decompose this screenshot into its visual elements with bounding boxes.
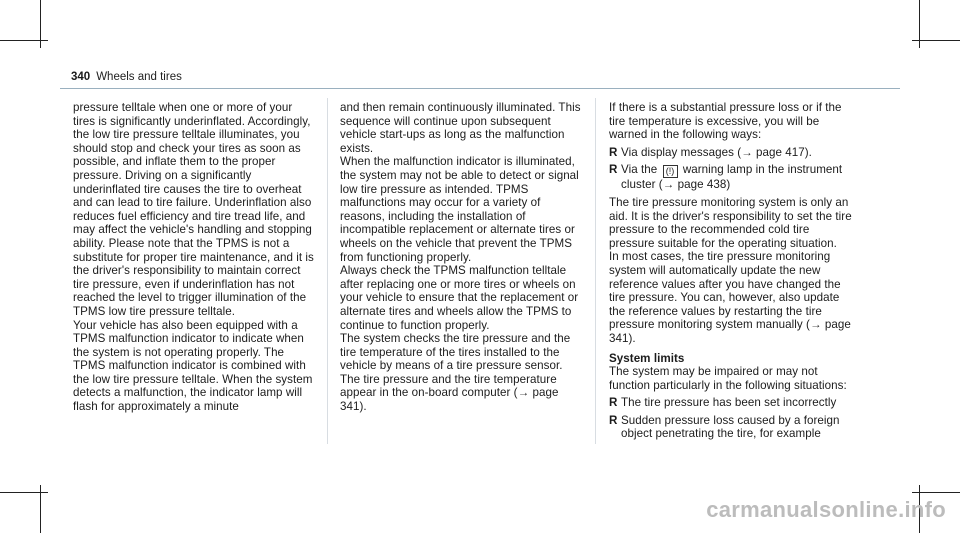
paragraph: The tire pressure and the tire temperature appear in the on-board computer (→ page 341). <box>340 372 559 414</box>
crop-mark <box>912 492 960 493</box>
section-title: Wheels and tires <box>96 71 182 83</box>
paragraph: and then remain continuously illuminated. This sequence will continue upon subsequent vehicle start-ups as long as the malfunction exists. <box>340 101 581 155</box>
column-2 <box>340 101 583 414</box>
paragraph: The system checks the tire pressure and the tire temperature of the tires installed to the vehicle by means of a tire pressure sensor. <box>340 332 571 373</box>
list-item <box>609 414 852 441</box>
list-item-text: Sudden pressure loss caused by a foreign object penetrating the tire, for example <box>621 413 840 441</box>
paragraph: The system may be impaired or may not function particularly in the following situations: <box>609 365 847 392</box>
paragraph: The tire pressure monitoring system is only an aid. It is the driver's responsibility to set the tire pressure to the recommended cold tire pressure suitable for the operating situation. <box>609 195 852 250</box>
list-item-text: The tire pressure has been set incorrectly <box>621 396 837 410</box>
list-item-text: warning lamp in the instrument cluster (→ page 438) <box>621 163 843 192</box>
watermark: carmanualsonline.info <box>706 497 946 522</box>
page-header <box>71 71 182 85</box>
paragraph: Always check the TPMS malfunction telltale after replacing one or more tires or wheels on your vehicle to ensure that the replacement or alternate tires and wheels allow the TPMS to continue to function properly. <box>340 264 579 332</box>
paragraph: pressure telltale when one or more of your tires is significantly underinflated. Accordingly, the low tire pressure telltale illuminates, you should stop and check your tires as soon as possible, and inflate them to the proper pressure. Driving on a significantly underinflated tire causes the tire to overheat and can lead to tire failure. Underinflation also reduces fuel efficiency and tire tread life, and may affect the vehicle's handling and stopping ability. Please note that the TPMS is not a substitute for proper tire maintenance, and it is the driver's responsibility to maintain correct tire pressure, even if underinflation has not reached the level to trigger illumination of the TPMS low tire pressure telltale. <box>73 101 314 318</box>
crop-mark <box>912 40 960 41</box>
column-divider <box>327 98 328 444</box>
bullet-list <box>609 146 852 192</box>
paragraph: If there is a substantial pressure loss or if the tire temperature is excessive, you will be warned in the following ways: <box>609 101 842 142</box>
column-3 <box>609 101 852 445</box>
header-rule <box>60 88 900 89</box>
bullet-glyph: R <box>609 413 618 427</box>
list-item-text: Via display messages (→ page 417). <box>621 145 812 159</box>
list-item-prefix: Via the <box>621 163 658 177</box>
column-divider <box>595 98 596 444</box>
list-item <box>609 396 852 410</box>
tire-pressure-warning-icon: (!) <box>663 165 678 178</box>
paragraph: In most cases, the tire pressure monitoring system will automatically update the new reference values after you have changed the tire pressure. You can, however, also update the reference values by restarting the tire pressure monitoring system manually (→ page 341). <box>609 250 851 345</box>
bullet-list <box>609 396 852 441</box>
paragraph: When the malfunction indicator is illuminated, the system may not be able to detect or signal low tire pressure as intended. TPMS malfunctions may occur for a variety of reasons, including the installation of incompatible replacement or alternate tires or wheels on the vehicle that prevent the TPMS from functioning properly. <box>340 155 579 264</box>
bullet-glyph: R <box>609 396 618 410</box>
subheading: System limits <box>609 351 685 365</box>
crop-mark <box>0 40 48 41</box>
column-1 <box>73 101 316 414</box>
list-item <box>609 146 852 160</box>
paragraph: Your vehicle has also been equipped with a TPMS malfunction indicator to indicate when the system is not operating properly. The TPMS malfunction indicator is combined with the low tire pressure telltale. When the system detects a malfunction, the indicator lamp will flash for approximately a minute <box>73 318 313 414</box>
bullet-glyph: R <box>609 145 618 159</box>
list-item <box>609 163 852 192</box>
bullet-glyph: R <box>609 163 618 177</box>
page-number: 340 <box>71 71 91 83</box>
crop-mark <box>0 492 48 493</box>
